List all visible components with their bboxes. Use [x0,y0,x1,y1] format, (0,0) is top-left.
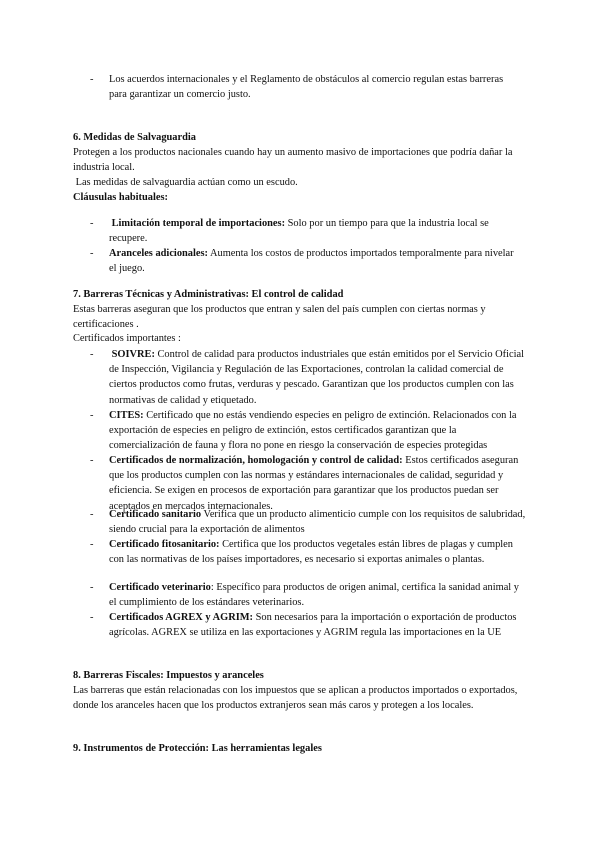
certificate-label: Certificados de normalización, homologación y control de calidad: [109,455,403,466]
section9-heading: 9. Instrumentos de Protección: Las herramientas legales [73,743,322,754]
bullet-dash: - [90,74,94,85]
bullet-dash: - [90,509,94,520]
section8-heading: 8. Barreras Fiscales: Impuestos y aranceles [73,670,264,681]
section6-paragraph-1: Protegen a los productos nacionales cuando hay un aumento masivo de importaciones que podría dañar la industria local. [73,147,513,174]
certificate-label: SOIVRE: [109,349,155,360]
section6-item-text: Aumenta los costos de productos importados temporalmente para nivelar el juego. [109,248,514,275]
section7-heading: 7. Barreras Técnicas y Administrativas: El control de calidad [73,289,344,300]
section7-paragraph-1: Estas barreras aseguran que los productos que entran y salen del país cumplen con ciertas normas y certificaciones . [73,304,486,331]
section6-heading: 6. Medidas de Salvaguardia [73,132,196,143]
certificate-label: CITES: [109,410,144,421]
section6-paragraph-2: Las medidas de salvaguardia actúan como un escudo. [73,177,298,188]
section6-item-label: Limitación temporal de importaciones: [109,218,286,229]
section8-paragraph: Las barreras que están relacionadas con los impuestos que se aplican a productos importados o exportados, donde los aranceles hacen que los productos extranjeros sean más caros y protegen a los locales. [73,685,518,712]
section6-item-label: Aranceles adicionales: [109,248,208,259]
certificate-text: : Específico para productos de origen animal, certifica la sanidad animal y el cumplimiento de los estándares veterinarios. [109,582,519,609]
bullet-dash: - [90,582,94,593]
certificate-label: Certificado sanitario [109,509,202,520]
section6-item-text: Solo por un tiempo para que la industria local se recupere. [109,218,489,245]
bullet-dash: - [90,410,94,421]
section6-clauses-label: Cláusulas habituales: [73,192,168,203]
certificate-text: Verifica que un producto alimenticio cumple con los requisitos de salubridad, siendo crucial para la exportación de alimentos [109,509,526,536]
bullet-dash: - [90,248,94,259]
certificate-text: Certificado que no estás vendiendo especies en peligro de extinción. Relacionados con la exportación de especies en peligro de extinción, estos certificados garantizan que la comercialización de fauna y flora no pone en riesgo la conservación de especies protegidas [109,410,517,452]
bullet-dash: - [90,539,94,550]
bullet-dash: - [90,612,94,623]
intro-bullet-text: Los acuerdos internacionales y el Reglamento de obstáculos al comercio regulan estas barreras para garantizar un comercio justo. [109,74,504,101]
certificate-text: Son necesarios para la importación o exportación de productos agrícolas. AGREX se utiliza en las exportaciones y AGRIM regula las importaciones en la UE [109,612,517,639]
bullet-dash: - [90,455,94,466]
bullet-dash: - [90,349,94,360]
section7-paragraph-2: Certificados importantes : [73,333,181,344]
certificate-text: Estos certificados aseguran que los productos cumplen con las normas y estándares internacionales de calidad, seguridad y eficiencia. Se exigen en procesos de exportación para garantizar que los productos puedan ser aceptados en mercados internacionales. [109,455,519,512]
certificate-text: Control de calidad para productos industriales que están emitidos por el Servicio Oficial de Inspección, Vigilancia y Regulación de las Exportaciones, controlan la calidad comercial de ciertos productos como frutas, verduras y pescado. Garantizan que los productos cumplen con las normativas de calidad y etiquetado. [109,349,524,406]
bullet-dash: - [90,218,94,229]
certificate-label: Certificado fitosanitario: [109,539,220,550]
certificate-text: Certifica que los productos vegetales están libres de plagas y cumplen con las normativas de los países importadores, es necesario si exportas animales o plantas. [109,539,513,566]
certificate-label: Certificado veterinario [109,582,211,593]
certificate-label: Certificados AGREX y AGRIM: [109,612,254,623]
